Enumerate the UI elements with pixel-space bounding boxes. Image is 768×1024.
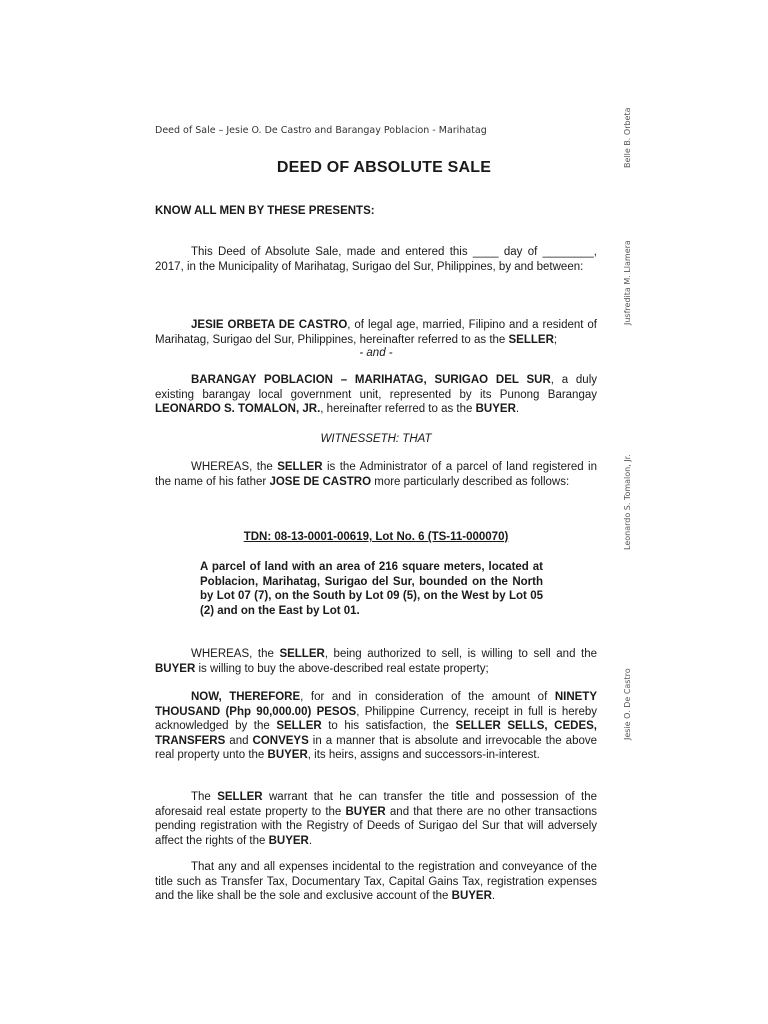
expenses-paragraph: That any and all expenses incidental to the registration and conveyance of the title such as Transfer Tax, Documentary Tax, Capital Gains Tax, registration expenses and the like shall be the sole and exclusive account of the BUYER. [155,861,597,903]
document-title: DEED OF ABSOLUTE SALE [276,159,492,176]
witnesseth-heading: WITNESSETH: THAT [320,433,432,445]
whereas-paragraph-2: WHEREAS, the SELLER, being authorized to sell, is willing to sell and the BUYER is willing to buy the above-described real estate property; [155,648,598,675]
margin-signature-2: Jusfredita M. Llamera [623,240,632,325]
opening-phrase: KNOW ALL MEN BY THESE PRESENTS: [155,205,375,217]
margin-signature-4: Jesie O. De Castro [623,668,632,740]
seller-party-paragraph: JESIE ORBETA DE CASTRO, of legal age, married, Filipino and a resident of Marihatag, Surigao del Sur, Philippines, hereinafter referred to as the SELLER; [155,319,597,346]
parcel-description: A parcel of land with an area of 216 square meters, located at Poblacion, Marihatag, Surigao del Sur, bounded on the North by Lot 07 (7), on the South by Lot 09 (5), on the West by Lot 05 (2) and on the East by Lot 01. [200,561,543,617]
tdn-reference: TDN: 08-13-0001-00619, Lot No. 6 (TS-11-000070) [243,531,509,543]
buyer-representative: LEONARDO S. TOMALON, JR. [155,403,321,416]
intro-paragraph: This Deed of Absolute Sale, made and entered this ____ day of ________, 2017, in the Municipality of Marihatag, Surigao del Sur, Philippines, by and between: [155,246,597,273]
seller-name: JESIE ORBETA DE CASTRO [191,319,348,331]
consideration-paragraph: NOW, THEREFORE, for and in consideration of the amount of NINETY THOUSAND (Php 90,000.00) PESOS, Philippine Currency, receipt in full is hereby acknowledged by the SELLER to his satisfaction, the SELLER SELLS, CEDES, TRANSFERS and CONVEYS in a manner that is absolute and irrevocable the above real property unto the BUYER, its heirs, assigns and successors-in-interest. [155,691,598,762]
whereas-paragraph-1: WHEREAS, the SELLER is the Administrator of a parcel of land registered in the name of his father JOSE DE CASTRO more particularly described as follows: [155,461,597,488]
margin-signature-1: Belle B. Orbeta [623,107,632,168]
and-separator: - and - [359,347,393,359]
buyer-party-paragraph: BARANGAY POBLACION – MARIHATAG, SURIGAO DEL SUR, a duly existing barangay local government unit, represented by its Punong Barangay LEONARDO S. TOMALON, JR., hereinafter referred to as the BUYER. [155,374,598,416]
margin-signature-3: Leonardo S. Tomalon, Jr. [623,454,632,550]
buyer-name: BARANGAY POBLACION – MARIHATAG, SURIGAO DEL SUR [191,374,551,386]
buyer-role: BUYER [475,403,516,416]
running-header: Deed of Sale – Jesie O. De Castro and Barangay Poblacion - Marihatag [155,125,487,136]
seller-role: SELLER [508,333,554,346]
warranty-paragraph: The SELLER warrant that he can transfer the title and possession of the aforesaid real estate property to the BUYER and that there are no other transactions pending registration with the Registry of Deeds of Surigao del Sur that will adversely affect the rights of the BUYER. [155,791,598,847]
